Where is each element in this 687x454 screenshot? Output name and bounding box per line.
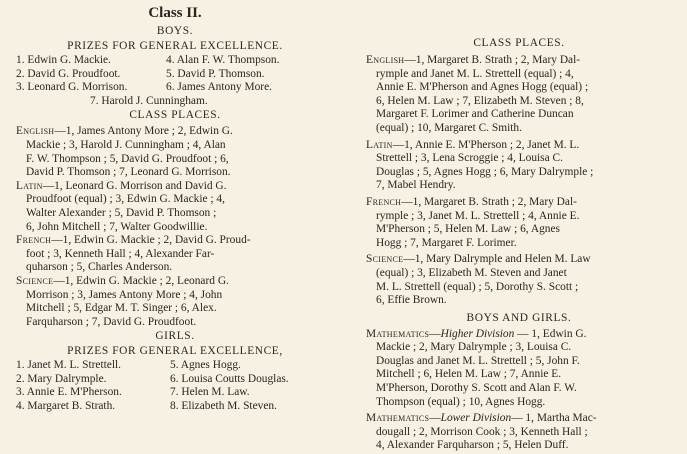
prize-entry: 4. Alan F. W. Thompson. (166, 54, 280, 66)
boys-prizes-list (16, 54, 334, 95)
prize-entry: 5. Agnes Hogg. (170, 359, 241, 372)
prize-entry: 2. Mary Dalrymple. (16, 372, 107, 385)
prize-entry: 7. Harold J. Cunningham. (90, 94, 208, 107)
girls-latin-places: Latin—1, Annie E. M'Pherson ; 2, Janet M. L. Strettell ; 3, Lena Scroggie ; 4, Louisa C. Douglas ; 5, Agnes Hogg ; 6, Mary Dalrymple ; 7, Mabel Hendry. (366, 138, 594, 192)
prize-entry: 7. Helen M. Law. (170, 386, 250, 399)
subject-label: French (16, 234, 52, 247)
girls-heading: GIRLS. (155, 330, 195, 343)
boys-and-girls-heading: BOYS AND GIRLS. (466, 311, 572, 324)
division-label: Lower Division (440, 412, 512, 425)
girls-prizes-list (16, 359, 334, 413)
prize-entry: 4. Margaret B. Strath. (16, 400, 116, 413)
boys-heading: BOYS. (156, 25, 194, 37)
subject-label: Mathematics (366, 327, 430, 340)
subject-label: Science (366, 253, 404, 266)
boys-latin-places: Latin—1, Leonard G. Morrison and David G. Proudfoot (equal) ; 3, Edwin G. Mackie ; 4, Walter Alexander ; 5, David P. Thomson ; 6, John Mitchell ; 7, Walter Goodwillie. (16, 179, 227, 233)
girls-class-places-heading: CLASS PLACES. (473, 37, 565, 49)
prize-entry: 6. James Antony More. (166, 81, 272, 94)
subject-label: English (16, 125, 55, 138)
girls-french-places: French—1, Margaret B. Strath ; 2, Mary Dal- rymple ; 3, Janet M. L. Strettell ; 4, Annie E. M'Pherson ; 5, Helen M. Law ; 6, Agnes Hogg ; 7, Margaret F. Lorimer. (366, 195, 580, 249)
right-column (366, 0, 672, 453)
subject-label: Latin (366, 138, 393, 151)
prize-entry: 2. David G. Proudfoot. (16, 67, 121, 80)
prize-entry: 3. Annie E. M'Pherson. (16, 386, 122, 399)
boys-french-places: French—1, Edwin G. Mackie ; 2, David G. Proud- foot ; 3, Kenneth Hall ; 4, Alexander Far- quharson ; 5, Charles Anderson. (16, 234, 251, 274)
boys-english-places: English—1, James Antony More ; 2, Edwin G. Mackie ; 3, Harold J. Cunningham ; 4, Alan F. W. Thompson ; 5, David G. Proudfoot ; 6, David P. Thomson ; 7, Leonard G. Morrison. (16, 125, 233, 179)
subject-label: Mathematics (366, 412, 430, 425)
prize-entry: 1. Edwin G. Mackie. (16, 54, 111, 66)
math-lower-places: Mathematics—Lower Division— 1, Martha Mac- dougall ; 2, Morrison Cook ; 3, Kenneth Hall ; 4, Alexander Farquharson ; 5, Helen Duff. (366, 412, 597, 452)
boys-science-places: Science—1, Edwin G. Mackie ; 2, Leonard G. Morrison ; 3, James Antony More ; 4, John Mitchell ; 5, Edgar M. T. Singer ; 6, Alex. Farquharson ; 7, David G. Proudfoot. (16, 274, 229, 328)
subject-label: English (366, 54, 405, 66)
class-title: Class II. (148, 5, 202, 21)
prize-entry: 5. David P. Thomson. (166, 67, 265, 80)
prize-entry: 3. Leonard G. Morrison. (16, 81, 128, 94)
prize-entry: 6. Louisa Coutts Douglas. (170, 372, 289, 385)
left-column (16, 0, 334, 414)
math-higher-places: Mathematics—Higher Division — 1, Edwin G. Mackie ; 2, Mary Dalrymple ; 3, Louisa C. Douglas and Janet M. L. Strettell ; 5, John F. Mitchell ; 6, Helen M. Law ; 7, Annie E. M'Pherson, Dorothy S. Scott and Alan F. W. Thompson (equal) ; 10, Agnes Hogg. (366, 327, 587, 408)
prize-entry: 8. Elizabeth M. Steven. (170, 400, 277, 413)
prize-entry: 1. Janet M. L. Strettell. (16, 359, 122, 372)
girls-english-places: English—1, Margaret B. Strath ; 2, Mary Dal- rymple and Janet M. L. Strettell (equal) ; 4, Annie E. M'Pherson and Agnes Hogg (equal) ; 6, Helen M. Law ; 7, Elizabeth M. Steven ; 8, Margaret F. Lorimer and Catherine Duncan (equal) ; 10, Margaret C. Smith. (366, 54, 589, 134)
girls-science-places: Science—1, Mary Dalrymple and Helen M. Law (equal) ; 3, Elizabeth M. Steven and Janet M. L. Strettell (equal) ; 5, Dorothy S. Scott ; 6, Effie Brown. (366, 253, 591, 307)
subject-label: Latin (16, 179, 43, 192)
subject-label: Science (16, 274, 54, 287)
subject-label: French (366, 195, 402, 208)
division-label: Higher Division (440, 327, 515, 340)
boys-class-places-heading: CLASS PLACES. (129, 109, 221, 122)
boys-prizes-heading: PRIZES FOR GENERAL EXCELLENCE. (67, 40, 283, 52)
girls-prizes-heading: PRIZES FOR GENERAL EXCELLENCE, (67, 345, 283, 358)
